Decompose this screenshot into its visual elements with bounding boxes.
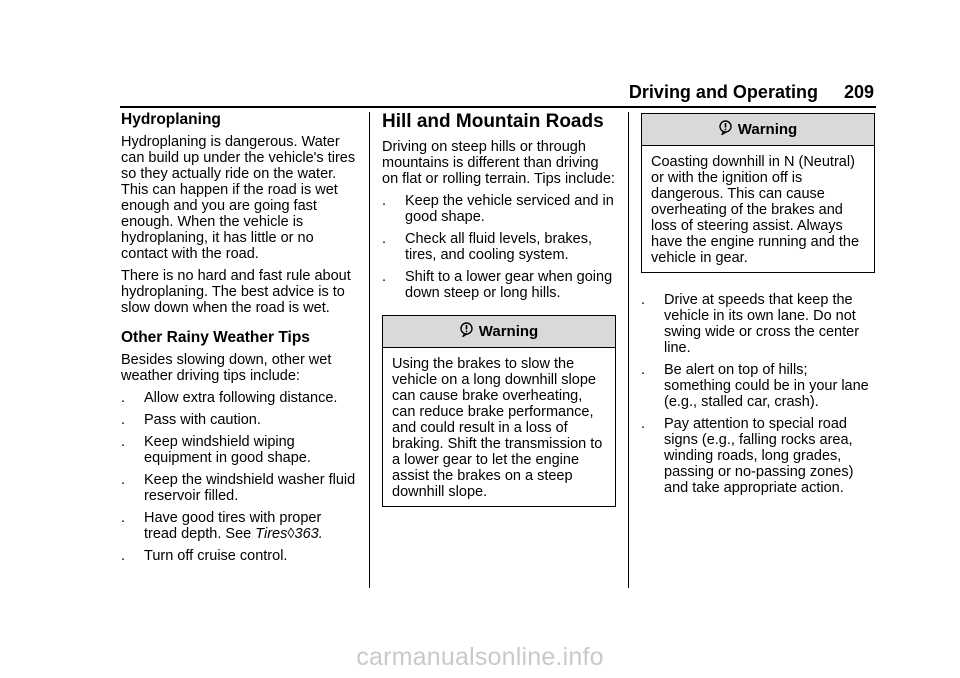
warning-title: Warning [478, 322, 539, 340]
bullet-icon: . [382, 231, 387, 247]
bullet-icon: . [121, 548, 126, 564]
warning-header [383, 316, 615, 348]
list-item: . Check all fluid levels, brakes, tires, and cooling system. [382, 231, 592, 263]
heading-hill-mountain: Hill and Mountain Roads [382, 111, 604, 132]
bullet-icon: . [382, 193, 387, 209]
header-rule [120, 106, 876, 108]
list-item: . Keep the windshield washer fluid reservoir filled. [121, 472, 356, 504]
column-3 [641, 113, 875, 502]
heading-hydroplaning: Hydroplaning [121, 111, 221, 128]
list-item: . Shift to a lower gear when going down steep or long hills. [382, 269, 613, 301]
paragraph: Driving on steep hills or through mountains is different than driving on flat or rolling terrain. Tips include: [382, 139, 615, 187]
column-1 [121, 110, 357, 570]
page-header [0, 82, 874, 103]
warning-box [641, 113, 875, 273]
list-item: . Keep the vehicle serviced and in good shape. [382, 193, 614, 225]
column-divider [628, 112, 629, 588]
bullet-icon: . [121, 390, 126, 406]
heading-rainy-weather: Other Rainy Weather Tips [121, 329, 310, 346]
list-item: . Pass with caution. [121, 412, 261, 428]
bullet-icon: . [121, 434, 126, 450]
xref-icon: ◊ [287, 526, 295, 542]
bullet-icon: . [121, 412, 126, 428]
warning-box [382, 315, 616, 507]
list-item: . Allow extra following distance. [121, 390, 338, 406]
warning-icon [719, 120, 732, 139]
page-number: 209 [843, 82, 874, 102]
warning-header [642, 114, 874, 146]
bullet-icon: . [121, 510, 126, 526]
bullet-icon: . [641, 416, 646, 432]
column-divider [369, 112, 370, 588]
warning-title: Warning [737, 120, 798, 138]
list-item: . Keep windshield wiping equipment in good shape. [121, 434, 311, 466]
paragraph: Hydroplaning is dangerous. Water can build up under the vehicle's tires so they actually ride on the water. This can happen if the road is wet enough and you are going fast enough. When the vehicle is hydroplaning, it has little or no contact with the road. [121, 134, 356, 262]
paragraph: There is no hard and fast rule about hydroplaning. The best advice is to slow down when the road is wet. [121, 268, 351, 316]
warning-text: Using the brakes to slow the vehicle on a long downhill slope can cause brake overheating, can reduce brake performance, and could result in a loss of braking. Shift the transmission to a lower gear to let the engine assist the brakes on a steep downhill slope. [392, 356, 603, 500]
bullet-icon: . [641, 362, 646, 378]
bullet-icon: . [121, 472, 126, 488]
paragraph: Besides slowing down, other wet weather driving tips include: [121, 352, 332, 384]
list-item: . Turn off cruise control. [121, 548, 288, 564]
bullet-icon: . [382, 269, 387, 285]
warning-text: Coasting downhill in N (Neutral) or with the ignition off is dangerous. This can cause overheating of the brakes and loss of steering assist. Always have the engine running and the vehicle in gear. [651, 154, 860, 266]
bullet-icon: . [641, 292, 646, 308]
list-item: . Have good tires with proper tread depth. See Tires◊363. [121, 510, 323, 542]
warning-icon [460, 322, 473, 341]
column-2 [382, 110, 616, 507]
list-item: . Be alert on top of hills; something could be in your lane (e.g., stalled car, crash). [641, 362, 869, 410]
list-item: . Pay attention to special road signs (e.g., falling rocks area, winding roads, long grades, passing or no-passing zones) and take appropriate action. [641, 416, 854, 496]
xref-page[interactable]: 363. [294, 526, 323, 542]
list-item: . Drive at speeds that keep the vehicle in its own lane. Do not swing wide or cross the center line. [641, 292, 860, 356]
xref-link[interactable]: Tires [255, 526, 288, 542]
watermark-footer: carmanualsonline.info [356, 643, 604, 671]
section-title: Driving and Operating [628, 82, 818, 102]
